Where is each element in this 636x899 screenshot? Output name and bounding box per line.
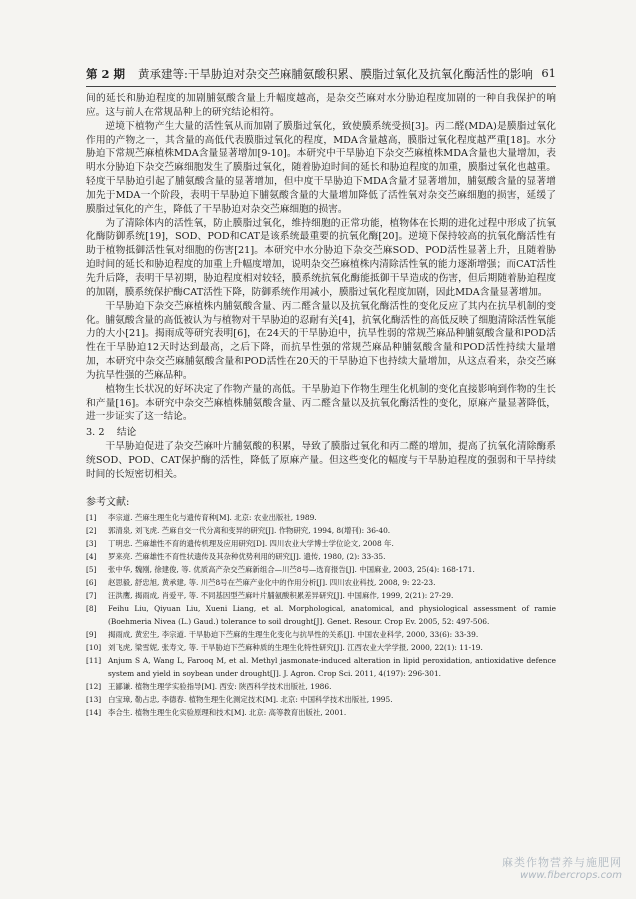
references-list — [86, 511, 556, 719]
section-number: 3. 2 — [86, 427, 105, 439]
reference-item — [86, 628, 556, 641]
section-title: 结论 — [116, 427, 137, 439]
reference-number: [1] — [86, 513, 97, 523]
reference-text: 汪洪鹰, 揭雨成, 肖爱平, 等. 不同基因型苎麻叶片脯氨酸积累差异研究[J]. 中国麻作, 1999, 2(21): 27-29. — [108, 591, 454, 601]
reference-item — [86, 641, 556, 654]
reference-text: 李宗道. 苎麻生理生化与遗传育种[M]. 北京: 农业出版社, 1989. — [108, 513, 317, 523]
paragraph-3: 为了清除体内的活性氧，防止膜脂过氧化，维持细胞的正常功能，植物体在长期的进化过程中形成了抗氧化酶防御系统[19]，SOD、POD和CAT是该系统最重要的抗氧化酶[20]。逆境下保持较高的抗氧化酶活性有助于植物抵御活性氧对细胞的伤害[21]。本研究中水分胁迫下杂交苎麻SOD、POD活性显著上升，且随着胁迫时间的延长和胁迫程度的加重上升幅度增加，说明杂交苎麻植株内清除活性氧的能力逐渐增强；而CAT活性先升后降，表明干旱初期，胁迫程度相对较轻，膜系统抗氧化酶能抵御干旱造成的伤害，但后期随着胁迫程度的加剧，膜系统保护酶CAT活性下降，防御系统作用减小，膜脂过氧化程度加剧，因此MDA含量显著增加。 — [86, 217, 556, 298]
reference-item — [86, 654, 556, 680]
reference-item — [86, 589, 556, 602]
reference-number: [2] — [86, 526, 97, 536]
reference-item — [86, 680, 556, 693]
reference-item — [86, 524, 556, 537]
paragraph-5: 植物生长状况的好坏决定了作物产量的高低。干旱胁迫下作物生理生化机制的变化直接影响到作物的生长和产量[16]。本研究中杂交苎麻植株脯氨酸含量、丙二醛含量以及抗氧化酶活性的变化，原麻产量显著降低，进一步证实了这一结论。 — [86, 383, 556, 423]
reference-item — [86, 511, 556, 524]
reference-text: 白宝璋, 勒占忠, 李德春. 植物生理生化测定技术[M]. 北京: 中国科学技术出版社, 1995. — [108, 695, 393, 705]
reference-number: [3] — [86, 539, 97, 549]
watermark-line-1: 麻类作物营养与施肥网 — [502, 856, 622, 869]
reference-number: [11] — [86, 656, 102, 666]
reference-text: 张中华, 魏刚, 徐建俊, 等. 优质高产杂交苎麻新组合—川苎8号—选育报告[J]. 中国麻业, 2003, 25(4): 168-171. — [108, 565, 475, 575]
section-heading — [86, 426, 556, 440]
reference-item — [86, 693, 556, 706]
reference-text: 赵思毅, 舒忠旭, 黄承建, 等. 川苎8号在苎麻产业化中的作用分析[J]. 四川农业科技, 2008, 9: 22-23. — [108, 578, 436, 588]
reference-text: 郭清泉, 刘飞虎. 苎麻自交一代分离和变异的研究[J]. 作物研究, 1994, 8(增刊): 36-40. — [108, 526, 391, 536]
site-watermark — [502, 854, 622, 881]
article-body — [86, 92, 556, 719]
issue-number: 第 2 期 — [86, 67, 126, 81]
reference-text: 罗来亮. 苎麻雄性不育性状遗传及其杂种优势利用的研究[J]. 遗传, 1980, (2): 33-35. — [108, 552, 386, 562]
reference-text: 丁明忠. 苎麻雄性不育的遗传机理及应用研究[D]. 四川农业大学博士学位论文, 2008 年. — [108, 539, 394, 549]
running-title: 黄承建等:干旱胁迫对杂交苎麻脯氨酸积累、膜脂过氧化及抗氧化酶活性的影响 — [138, 67, 533, 81]
reference-number: [10] — [86, 643, 102, 653]
watermark-line-2: www.fibercrops.com — [520, 870, 622, 881]
page-number: 61 — [541, 66, 556, 80]
reference-text: Anjum S A, Wang L, Farooq M, et al. Methyl jasmonate-induced alteration in lipid peroxidation, antioxidative defence system and yield in soybean under drought[J]. J. Agron. Crop Sci. 2011, 4(197): 296-301. — [108, 656, 556, 679]
reference-number: [4] — [86, 552, 97, 562]
reference-text: 李合生. 植物生理生化实验原理和技术[M]. 北京: 高等教育出版社, 2001. — [108, 708, 347, 718]
reference-text: 王鄙谦. 植物生理学实验指导[M]. 西安: 陕西科学技术出版社, 1986. — [108, 682, 332, 692]
reference-number: [7] — [86, 591, 97, 601]
header-rule — [86, 86, 556, 87]
reference-item — [86, 563, 556, 576]
paragraph-4: 干旱胁迫下杂交苎麻植株内脯氨酸含量、丙二醛含量以及抗氧化酶活性的变化反应了其内在抗旱机制的变化。脯氨酸含量的高低被认为与植物对干旱胁迫的忍耐有关[4]，抗氧化酶活性的高低反映了细胞清除活性氧能力的大小[21]。揭雨成等研究表明[6]，在24天的干旱胁迫中，抗旱性弱的常规苎麻品种脯氨酸含量和POD活性在干旱胁迫12天时达到最高，之后下降，而抗旱性强的常规苎麻品种脯氨酸含量和POD活性持续大量增加，本研究中杂交苎麻脯氨酸含量和POD活性在20天的干旱胁迫下也持续大量增加，从这点看来，杂交苎麻为抗旱性强的苎麻品种。 — [86, 300, 556, 381]
reference-text: 刘飞虎, 梁雪妮, 张寿文, 等. 干旱胁迫下苎麻种质的生理生化特性研究[J]. 江西农业大学学报, 2000, 22(1): 11-19. — [108, 643, 483, 653]
reference-number: [8] — [86, 604, 97, 614]
reference-number: [9] — [86, 630, 97, 640]
reference-number: [12] — [86, 682, 102, 692]
references-title: 参考文献: — [86, 496, 130, 508]
reference-item — [86, 602, 556, 628]
reference-number: [14] — [86, 708, 102, 718]
reference-item — [86, 550, 556, 563]
reference-item — [86, 706, 556, 719]
reference-text: 揭雨成, 黄宏生, 李宗道. 干旱胁迫下苎麻的生理生化变化与抗旱性的关系[J]. 中国农业科学, 2000, 33(6): 33-39. — [108, 630, 479, 640]
reference-number: [13] — [86, 695, 102, 705]
reference-number: [5] — [86, 565, 97, 575]
paragraph-2: 逆境下植物产生大量的活性氧从而加剧了膜脂过氧化，致使膜系统受损[3]。丙二醛(MDA)是膜脂过氧化作用的产物之一，其含量的高低代表膜脂过氧化的程度，MDA含量越高，膜脂过氧化程度越严重[18]。水分胁迫下常规苎麻植株MDA含量显著增加[9-10]。本研究中干旱胁迫下杂交苎麻植株MDA含量也大量增加，表明水分胁迫下杂交苎麻细胞发生了膜脂过氧化，随着胁迫时间的延长和胁迫程度的加重，膜脂过氧化也越重。轻度干旱胁迫引起了脯氨酸含量的显著增加，但中度干旱胁迫下MDA含量才显著增加，脯氨酸含量的显著增加先于MDA一个阶段，表明干旱胁迫下脯氨酸含量的大量增加降低了活性氧对杂交苎麻细胞的损害，延缓了膜脂过氧化的产生，降低了干旱胁迫对杂交苎麻细胞的损害。 — [86, 120, 556, 215]
paragraph-1: 间的延长和胁迫程度的加剧脯氨酸含量上升幅度越高，是杂交苎麻对水分胁迫程度加剧的一种自我保护的响应。这与前人在常规品种上的研究结论相符。 — [86, 93, 556, 118]
reference-number: [6] — [86, 578, 97, 588]
reference-item — [86, 576, 556, 589]
running-header — [86, 64, 556, 84]
conclusion-paragraph: 干旱胁迫促进了杂交苎麻叶片脯氨酸的积累，导致了膜脂过氧化和丙二醛的增加，提高了抗氧化清除酶系统SOD、POD、CAT保护酶的活性，降低了原麻产量。但这些变化的幅度与干旱胁迫程度的强弱和干旱持续时间的长短密切相关。 — [86, 441, 556, 480]
reference-item — [86, 537, 556, 550]
reference-text: Feihu Liu, Qiyuan Liu, Xueni Liang, et al. Morphological, anatomical, and physiological assessment of ramie (Boehmeria Nivea (L.) Gaud.) tolerance to soil drought[J]. Genet. Resour. Crop Ev. 2005, 52: 497-506. — [108, 604, 556, 627]
